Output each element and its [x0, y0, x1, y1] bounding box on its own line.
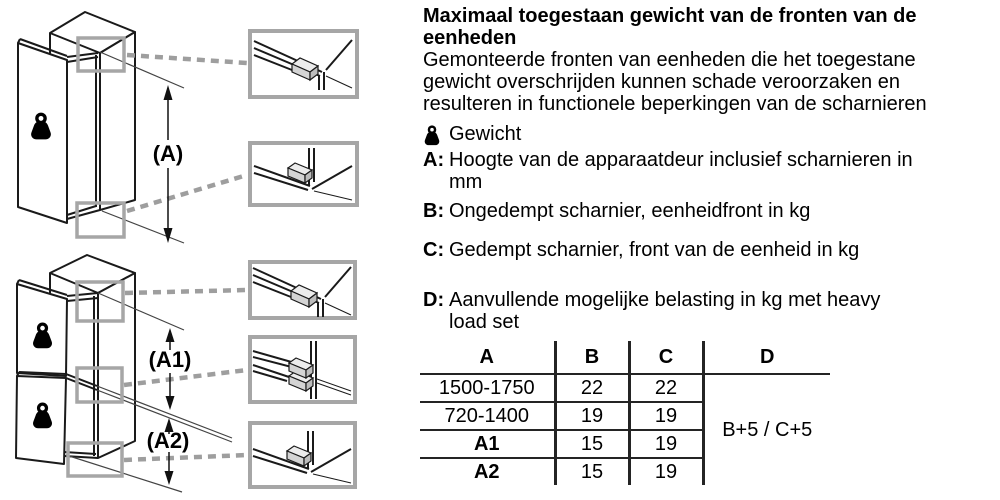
legend — [423, 123, 998, 333]
cell-c: 22 — [629, 374, 703, 402]
dimension-label-A2: (A2) — [146, 428, 190, 453]
cell-a: 1500-1750 — [420, 374, 555, 402]
cell-d: B+5 / C+5 — [722, 418, 813, 441]
col-header-a: A — [420, 341, 555, 374]
upper-door — [17, 280, 67, 376]
single-door-unit-diagram — [0, 0, 420, 250]
cell-c: 19 — [629, 458, 703, 485]
weight-icon — [423, 123, 449, 146]
cell-b: 22 — [555, 374, 629, 402]
col-header-b: B — [555, 341, 629, 374]
dimension-extension-lines — [66, 293, 232, 492]
callout-dashed-lines — [127, 55, 247, 211]
dimension-label-A: (A) — [152, 141, 184, 166]
legend-text: Gedempt scharnier, front van de eenheid in kg — [449, 239, 860, 261]
legend-item-c — [423, 239, 998, 261]
cell-b: 15 — [555, 430, 629, 458]
legend-key: D: — [423, 289, 445, 311]
legend-item-weight — [423, 123, 998, 146]
double-door-unit-diagram — [0, 250, 420, 500]
hinge-detail-box-bottom — [250, 423, 355, 487]
legend-text: Aanvullende mogelijke belasting in kg met heavy load set — [449, 289, 881, 333]
hinge-detail-box-middle — [250, 337, 355, 402]
cell-c: 19 — [629, 402, 703, 430]
table-row — [420, 374, 830, 402]
cell-c: 19 — [629, 430, 703, 458]
hinge-detail-box-top — [250, 31, 357, 97]
legend-key: C: — [423, 239, 445, 261]
col-header-c: C — [629, 341, 703, 374]
legend-item-a — [423, 149, 998, 193]
legend-item-b — [423, 200, 998, 222]
cell-a: 720-1400 — [420, 402, 555, 430]
legend-text: Gewicht — [449, 123, 522, 145]
cell-a: A1 — [420, 430, 555, 458]
hinge-detail-box-bottom — [250, 143, 357, 205]
cell-b: 15 — [555, 458, 629, 485]
text-column — [423, 0, 998, 333]
cell-a: A2 — [420, 458, 555, 485]
legend-text: Ongedempt scharnier, eenheidfront in kg — [449, 200, 811, 222]
legend-key: B: — [423, 200, 445, 222]
page-title: Maximaal toegestaan gewicht van de fronten van de eenheden — [423, 5, 917, 49]
intro-paragraph: Gemonteerde fronten van eenheden die het toegestane gewicht overschrijden kunnen schade veroorzaken en resulteren in functionele beperkingen van de scharnieren — [423, 49, 927, 115]
hinge-detail-box-top — [250, 262, 355, 318]
dimension-label-A1: (A1) — [148, 347, 192, 372]
col-header-d: D — [703, 341, 830, 374]
legend-item-d — [423, 289, 998, 333]
table-header-row — [420, 341, 830, 374]
legend-text: Hoogte van de apparaatdeur inclusief scharnieren in mm — [449, 149, 913, 193]
legend-key: A: — [423, 149, 445, 171]
cell-b: 19 — [555, 402, 629, 430]
max-weight-table — [420, 341, 830, 485]
